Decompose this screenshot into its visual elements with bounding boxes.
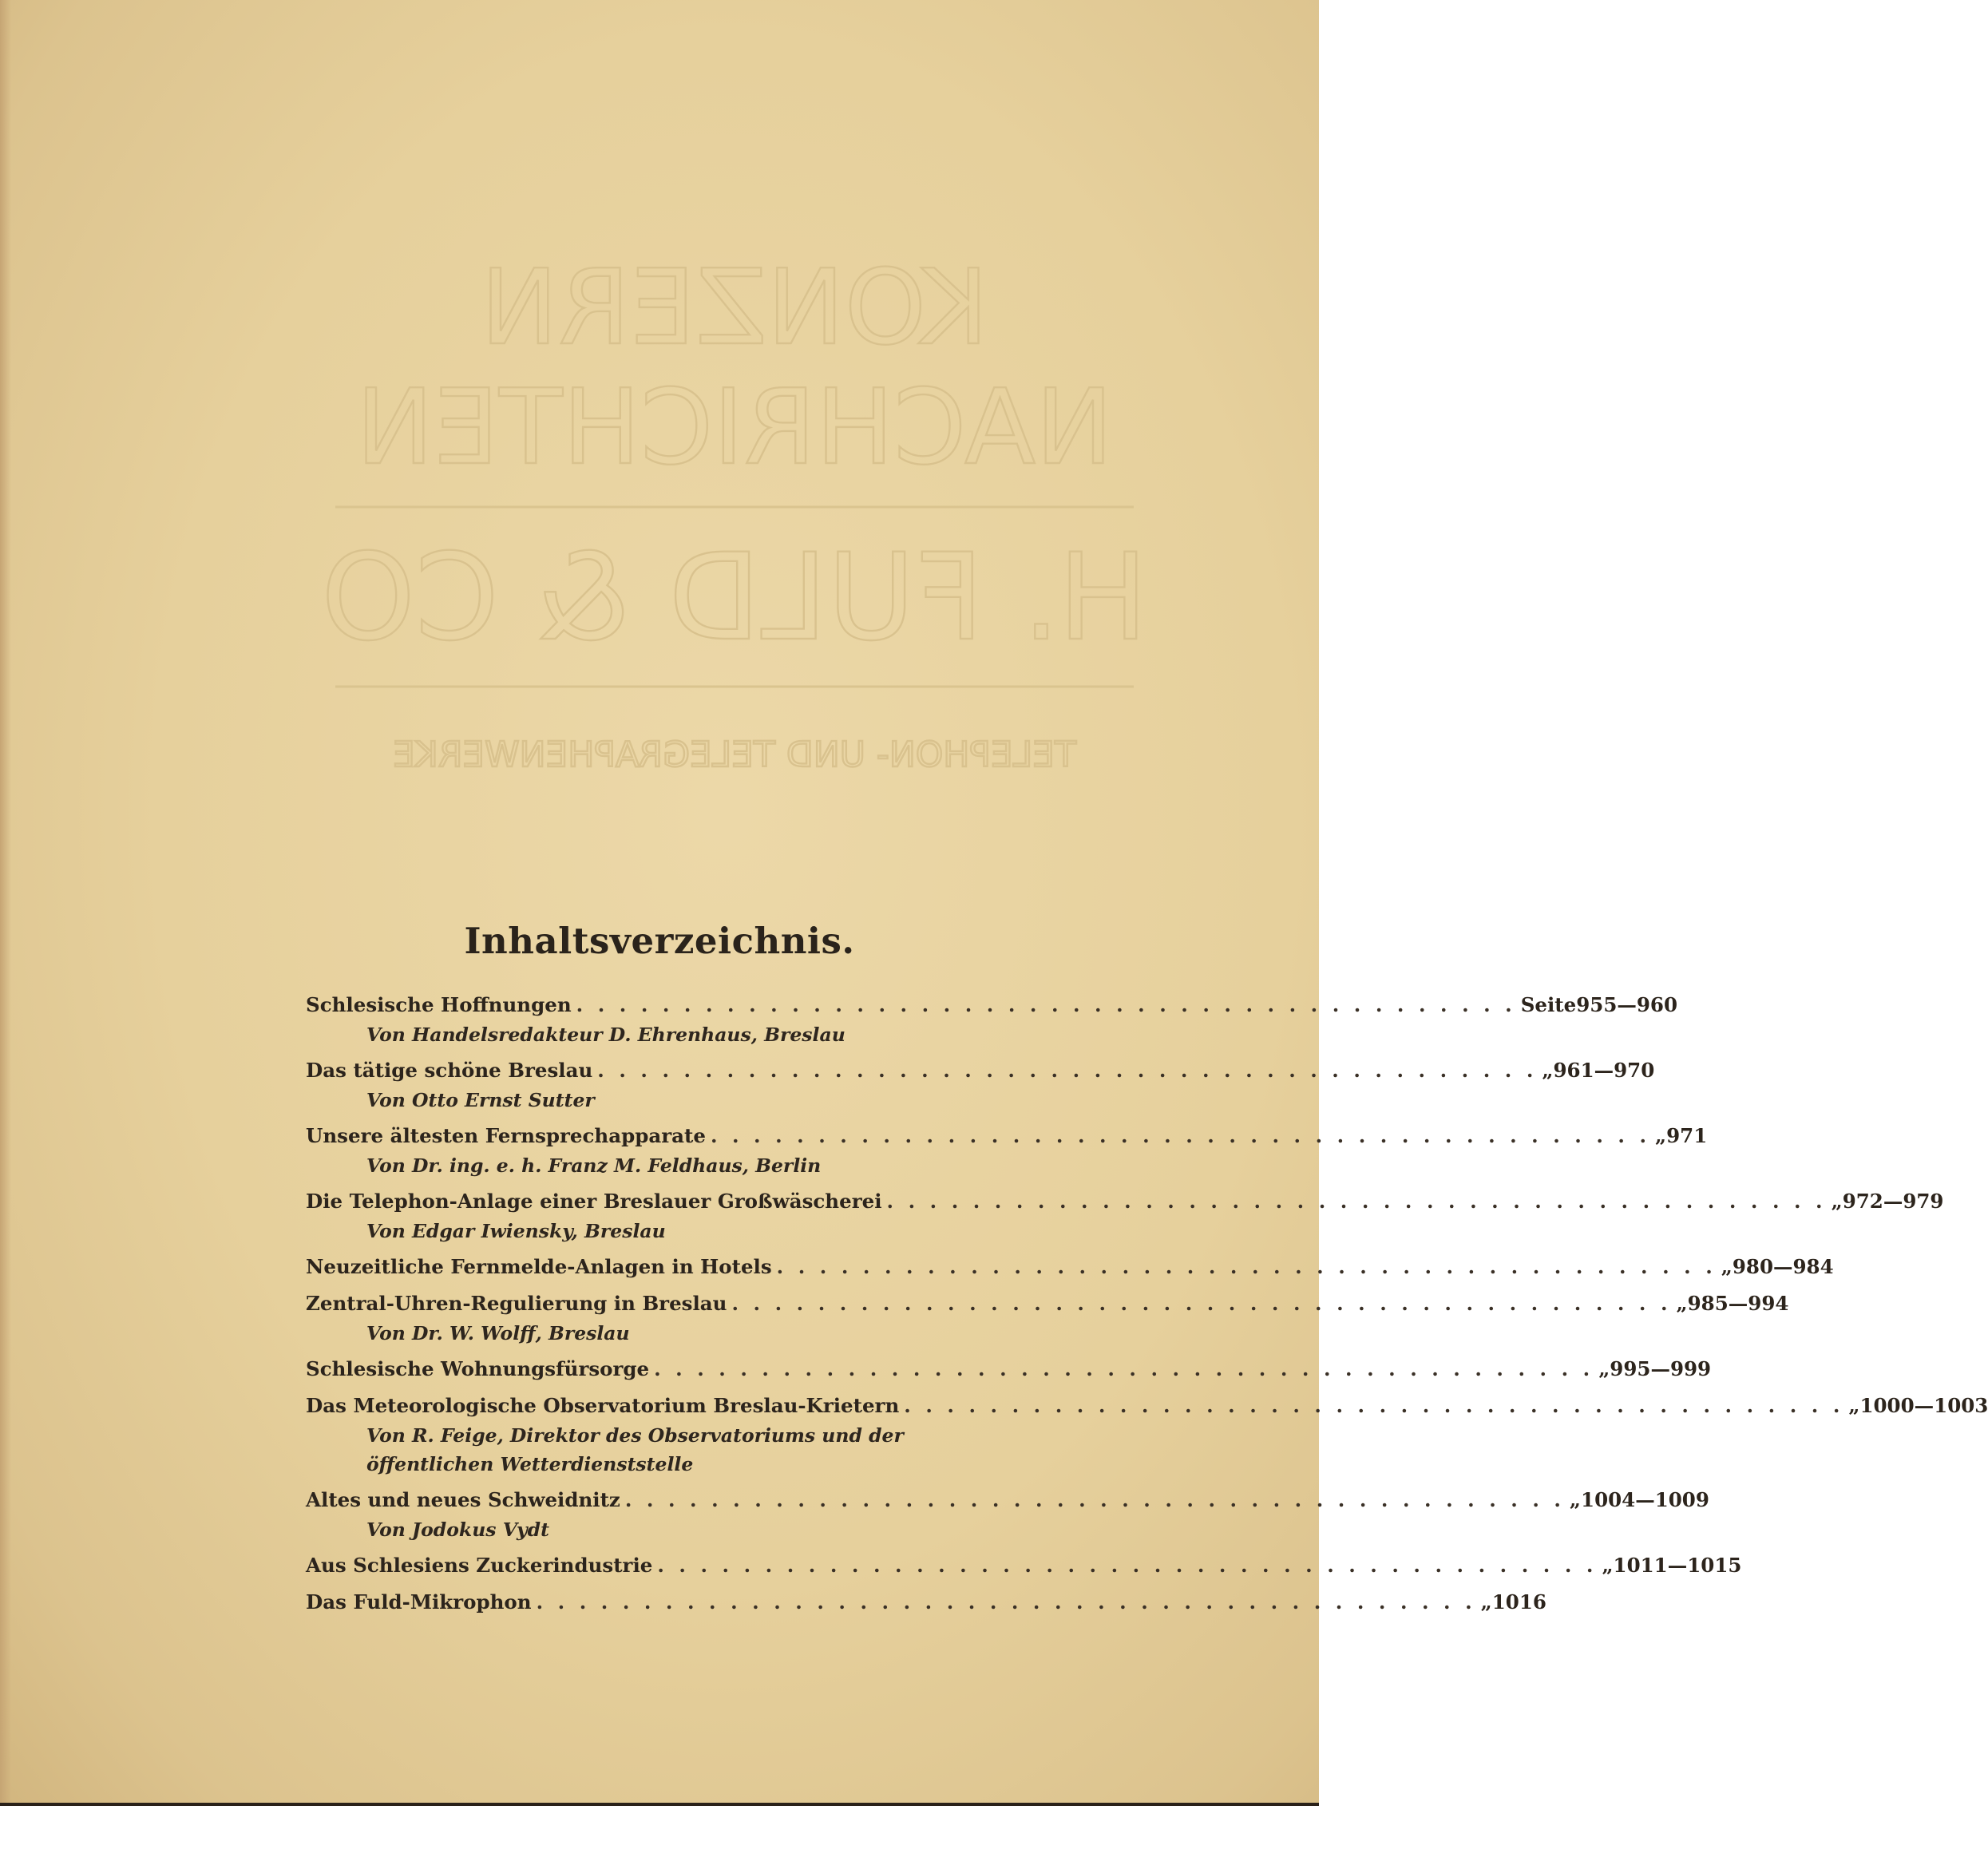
toc-entry-title: Das Fuld-Mikrophon [306, 1590, 532, 1614]
toc-entry-line [306, 1587, 1546, 1618]
toc-entry [306, 1252, 1834, 1282]
toc-entry-pages: 995—999 [1610, 1357, 1712, 1380]
toc-entry [306, 1550, 1742, 1581]
toc-entry-title: Unsere ältesten Fernsprechapparate [306, 1124, 706, 1147]
toc-entry-title: Die Telephon-Anlage einer Breslauer Großwäscherei [306, 1190, 882, 1213]
dot-leader: . . . . . . . . . . . . . . . . . . . . . . . . . . . . . . . . . . . . . . . . . . . . [576, 993, 1516, 1016]
toc-entry-page-label: „ [1831, 1190, 1843, 1213]
toc-entry-page-label: „ [1598, 1357, 1610, 1380]
toc-entry-title: Aus Schlesiens Zuckerindustrie [306, 1554, 653, 1577]
toc-entry [306, 1391, 1988, 1479]
toc-entry-page-label: „ [1721, 1255, 1733, 1278]
toc-entry-title: Schlesische Wohnungsfürsorge [306, 1357, 650, 1380]
toc-entry-author: Von Handelsredakteur D. Ehrenhaus, Breslau [366, 1024, 845, 1046]
toc-entry-title: Altes und neues Schweidnitz [306, 1488, 620, 1511]
toc-entry [306, 1055, 1655, 1115]
toc-entry-line [306, 1186, 1944, 1217]
dot-leader: . . . . . . . . . . . . . . . . . . . . . . . . . . . . . . . . . . . . . . . . . . . . [536, 1590, 1476, 1614]
toc-title: Inhaltsverzeichnis. [464, 920, 855, 962]
toc-entry [306, 1354, 1712, 1384]
toc-entry-pages: 1016 [1491, 1590, 1546, 1614]
toc-entry-pages: 1000—1003 [1859, 1394, 1988, 1417]
toc-entry-pages: 971 [1666, 1124, 1708, 1147]
toc-entry-pages: 980—984 [1732, 1255, 1834, 1278]
table-of-contents [306, 990, 1988, 1624]
toc-entry [306, 1186, 1944, 1245]
dot-leader: . . . . . . . . . . . . . . . . . . . . . . . . . . . . . . . . . . . . . . . . . . . . [597, 1059, 1538, 1082]
toc-entry-line [306, 1550, 1742, 1581]
toc-entry-line [306, 1121, 1708, 1151]
toc-entry-author: Von Dr. W. Wolff, Breslau [366, 1322, 630, 1344]
dot-leader: . . . . . . . . . . . . . . . . . . . . . . . . . . . . . . . . . . . . . . . . . . . . [654, 1357, 1594, 1380]
toc-entry-line [306, 1485, 1709, 1515]
toc-entry-page-label: „ [1542, 1059, 1554, 1082]
toc-entry-author: Von Edgar Iwiensky, Breslau [366, 1220, 666, 1242]
dot-leader: . . . . . . . . . . . . . . . . . . . . . . . . . . . . . . . . . . . . . . . . . . . . [657, 1554, 1598, 1577]
page-edge-shadow [0, 0, 11, 1803]
toc-entry-title: Das Meteorologische Observatorium Breslau-Krietern [306, 1394, 900, 1417]
toc-entry-title: Das tätige schöne Breslau [306, 1059, 593, 1082]
toc-entry-line [306, 1354, 1712, 1384]
toc-entry-page-label: „ [1602, 1554, 1614, 1577]
dot-leader: . . . . . . . . . . . . . . . . . . . . . . . . . . . . . . . . . . . . . . . . . . . . [710, 1124, 1651, 1147]
toc-entry-line [306, 1289, 1789, 1319]
dot-leader: . . . . . . . . . . . . . . . . . . . . . . . . . . . . . . . . . . . . . . . . . . . . [731, 1292, 1672, 1315]
toc-entry-title: Schlesische Hoffnungen [306, 993, 572, 1016]
toc-entry-author: Von Dr. ing. e. h. Franz M. Feldhaus, Berlin [366, 1154, 822, 1177]
toc-entry-page-label: „ [1480, 1590, 1492, 1614]
toc-entry-line [306, 1055, 1655, 1086]
toc-entry-line [306, 1252, 1834, 1282]
toc-entry [306, 1121, 1708, 1180]
toc-entry-pages: 1011—1015 [1613, 1554, 1742, 1577]
toc-entry-pages: 955—960 [1576, 993, 1678, 1016]
watermark-line-3: H. FULD & CO [321, 529, 1148, 667]
toc-entry-author: Von Jodokus Vydt [366, 1519, 549, 1541]
watermark-line-2: NACHRICHTEN [355, 366, 1114, 488]
toc-entry [306, 1485, 1709, 1544]
toc-entry-page-label: „ [1655, 1124, 1667, 1147]
toc-entry-title: Neuzeitliche Fernmelde-Anlagen in Hotels [306, 1255, 772, 1278]
toc-entry-pages: 972—979 [1842, 1190, 1944, 1213]
toc-entry-line [306, 990, 1678, 1020]
watermark-line-1: KONZERN [480, 247, 989, 368]
toc-entry [306, 1289, 1789, 1348]
toc-entry-pages: 961—970 [1553, 1059, 1655, 1082]
toc-entry-line [306, 1391, 1988, 1421]
toc-entry-page-label: „ [1569, 1488, 1582, 1511]
toc-entry-page-label: „ [1848, 1394, 1860, 1417]
toc-entry [306, 1587, 1546, 1618]
toc-entry [306, 990, 1678, 1049]
toc-entry-page-label: Seite [1520, 993, 1577, 1016]
toc-entry-pages: 985—994 [1687, 1292, 1789, 1315]
toc-entry-pages: 1004—1009 [1581, 1488, 1709, 1511]
toc-entry-page-label: „ [1676, 1292, 1688, 1315]
dot-leader: . . . . . . . . . . . . . . . . . . . . . . . . . . . . . . . . . . . . . . . . . . . . [776, 1255, 1717, 1278]
watermark-graphic [303, 240, 1166, 894]
toc-entry-author: Von R. Feige, Direktor des Observatoriums und der öffentlichen Wetterdienststelle [366, 1424, 904, 1475]
embossed-watermark [303, 240, 1166, 894]
toc-entry-author: Von Otto Ernst Sutter [366, 1089, 595, 1111]
watermark-line-4: TELEPHON- UND TELEGRAPHENWERKE [393, 735, 1076, 775]
dot-leader: . . . . . . . . . . . . . . . . . . . . . . . . . . . . . . . . . . . . . . . . . . . . [904, 1394, 1844, 1417]
toc-entry-title: Zentral-Uhren-Regulierung in Breslau [306, 1292, 727, 1315]
dot-leader: . . . . . . . . . . . . . . . . . . . . . . . . . . . . . . . . . . . . . . . . . . . . [886, 1190, 1827, 1213]
dot-leader: . . . . . . . . . . . . . . . . . . . . . . . . . . . . . . . . . . . . . . . . . . . . [624, 1488, 1565, 1511]
